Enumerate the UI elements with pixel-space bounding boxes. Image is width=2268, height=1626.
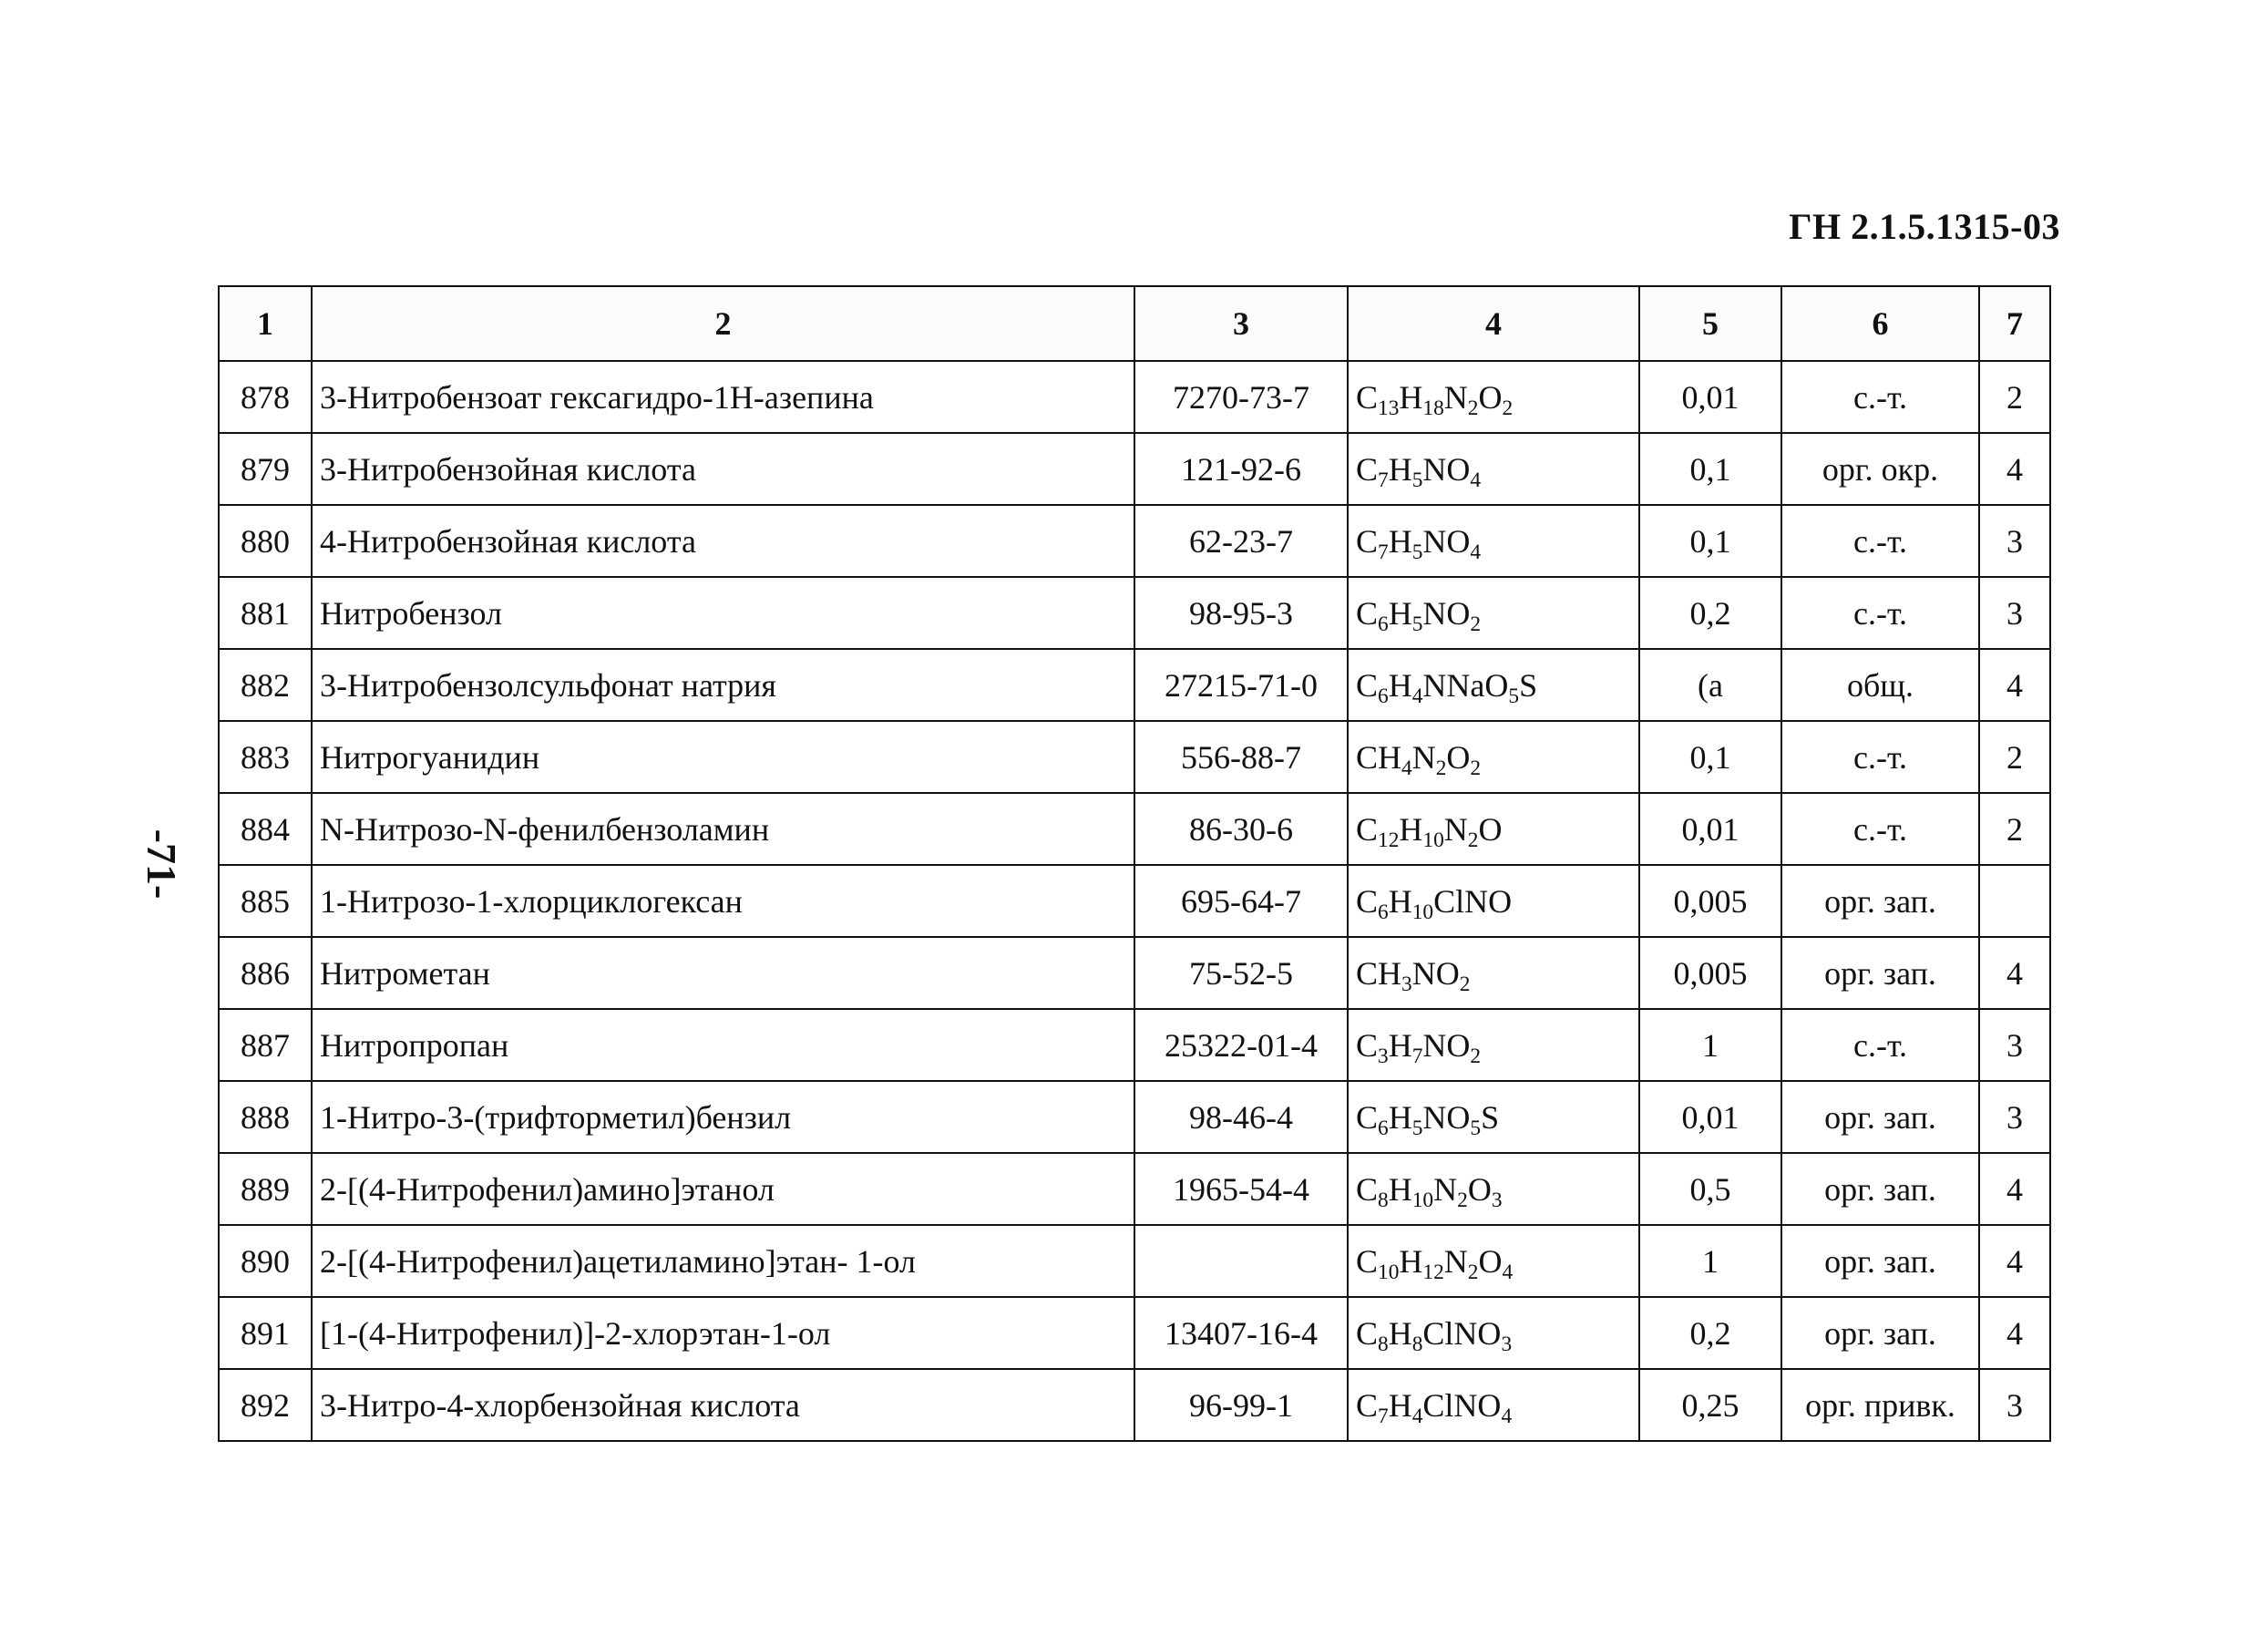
- substance-name-cell: 4-Нитробензойная кислота: [312, 505, 1134, 577]
- hazard-class-cell: 4: [1979, 1225, 2050, 1297]
- row-number-cell: 892: [219, 1369, 312, 1441]
- hazard-indicator-cell: орг. зап.: [1781, 1153, 1979, 1225]
- hazard-class-cell: 2: [1979, 361, 2050, 433]
- cas-number-cell: [1134, 1225, 1348, 1297]
- mac-value-cell: 0,2: [1639, 577, 1781, 649]
- substance-name-cell: Нитрометан: [312, 937, 1134, 1009]
- row-number-cell: 878: [219, 361, 312, 433]
- table-body: [219, 361, 2050, 1441]
- hazard-class-cell: 3: [1979, 1081, 2050, 1153]
- formula-cell: $C_{13}H_{18}N_2O_2$: [1348, 361, 1639, 433]
- table-row: [219, 1225, 2050, 1297]
- row-number-cell: 886: [219, 937, 312, 1009]
- cas-number-cell: 75-52-5: [1134, 937, 1348, 1009]
- table-row: [219, 1297, 2050, 1369]
- mac-value-cell: 0,01: [1639, 793, 1781, 865]
- hazard-class-cell: 2: [1979, 721, 2050, 793]
- formula-cell: $C_6H_5NO_5S$: [1348, 1081, 1639, 1153]
- cas-number-cell: 96-99-1: [1134, 1369, 1348, 1441]
- table-row: [219, 865, 2050, 937]
- hazard-class-cell: 2: [1979, 793, 2050, 865]
- table-row: [219, 937, 2050, 1009]
- hazard-class-cell: 4: [1979, 1153, 2050, 1225]
- table-row: [219, 1153, 2050, 1225]
- substance-name-cell: N-Нитрозо-N-фенилбензоламин: [312, 793, 1134, 865]
- formula-cell: $C_7H_4ClNO_4$: [1348, 1369, 1639, 1441]
- table-row: [219, 505, 2050, 577]
- hazard-class-cell: [1979, 865, 2050, 937]
- formula-cell: $CH_3NO_2$: [1348, 937, 1639, 1009]
- document-code: ГН 2.1.5.1315-03: [1789, 206, 2060, 247]
- row-number-cell: 889: [219, 1153, 312, 1225]
- cas-number-cell: 13407-16-4: [1134, 1297, 1348, 1369]
- col-header-5: 5: [1639, 286, 1781, 361]
- hazard-class-cell: 3: [1979, 1369, 2050, 1441]
- table-row: [219, 361, 2050, 433]
- substance-name-cell: Нитропропан: [312, 1009, 1134, 1081]
- col-header-7: 7: [1979, 286, 2050, 361]
- hazard-indicator-cell: орг. окр.: [1781, 433, 1979, 505]
- cas-number-cell: 7270-73-7: [1134, 361, 1348, 433]
- substance-name-cell: Нитробензол: [312, 577, 1134, 649]
- substance-name-cell: 3-Нитробензолсульфонат натрия: [312, 649, 1134, 721]
- table-row: [219, 649, 2050, 721]
- substance-name-cell: 2-[(4-Нитрофенил)амино]этанол: [312, 1153, 1134, 1225]
- row-number-cell: 890: [219, 1225, 312, 1297]
- formula-cell: $C_{12}H_{10}N_2O$: [1348, 793, 1639, 865]
- cas-number-cell: 86-30-6: [1134, 793, 1348, 865]
- table-row: [219, 721, 2050, 793]
- table-row: [219, 1081, 2050, 1153]
- hazard-indicator-cell: орг. зап.: [1781, 1297, 1979, 1369]
- formula-cell: $C_7H_5NO_4$: [1348, 505, 1639, 577]
- hazard-indicator-cell: с.-т.: [1781, 793, 1979, 865]
- cas-number-cell: 27215-71-0: [1134, 649, 1348, 721]
- substance-name-cell: [1-(4-Нитрофенил)]-2-хлорэтан-1-ол: [312, 1297, 1134, 1369]
- mac-value-cell: (а: [1639, 649, 1781, 721]
- cas-number-cell: 695-64-7: [1134, 865, 1348, 937]
- row-number-cell: 879: [219, 433, 312, 505]
- substance-name-cell: 3-Нитро-4-хлорбензойная кислота: [312, 1369, 1134, 1441]
- mac-value-cell: 1: [1639, 1225, 1781, 1297]
- hazard-class-cell: 4: [1979, 937, 2050, 1009]
- row-number-cell: 887: [219, 1009, 312, 1081]
- row-number-cell: 891: [219, 1297, 312, 1369]
- substance-name-cell: 2-[(4-Нитрофенил)ацетиламино]этан- 1-ол: [312, 1225, 1134, 1297]
- hazard-indicator-cell: с.-т.: [1781, 721, 1979, 793]
- hazard-indicator-cell: с.-т.: [1781, 361, 1979, 433]
- hazard-indicator-cell: с.-т.: [1781, 1009, 1979, 1081]
- col-header-3: 3: [1134, 286, 1348, 361]
- formula-cell: $C_3H_7NO_2$: [1348, 1009, 1639, 1081]
- mac-value-cell: 0,01: [1639, 1081, 1781, 1153]
- formula-cell: $C_8H_8ClNO_3$: [1348, 1297, 1639, 1369]
- table-row: [219, 1009, 2050, 1081]
- mac-value-cell: 0,5: [1639, 1153, 1781, 1225]
- hazard-indicator-cell: общ.: [1781, 649, 1979, 721]
- hazard-indicator-cell: орг. зап.: [1781, 1081, 1979, 1153]
- mac-value-cell: 0,1: [1639, 505, 1781, 577]
- hazard-class-cell: 3: [1979, 1009, 2050, 1081]
- cas-number-cell: 98-95-3: [1134, 577, 1348, 649]
- hazard-indicator-cell: орг. зап.: [1781, 937, 1979, 1009]
- col-header-4: 4: [1348, 286, 1639, 361]
- hazard-class-cell: 4: [1979, 649, 2050, 721]
- row-number-cell: 885: [219, 865, 312, 937]
- substance-name-cell: Нитрогуанидин: [312, 721, 1134, 793]
- table-row: [219, 577, 2050, 649]
- substance-name-cell: 1-Нитро-3-(трифторметил)бензил: [312, 1081, 1134, 1153]
- substance-name-cell: 3-Нитробензоат гексагидро-1Н-азепина: [312, 361, 1134, 433]
- substances-table: [218, 285, 2051, 1442]
- col-header-1: 1: [219, 286, 312, 361]
- row-number-cell: 882: [219, 649, 312, 721]
- table-row: [219, 793, 2050, 865]
- mac-value-cell: 0,005: [1639, 937, 1781, 1009]
- hazard-indicator-cell: с.-т.: [1781, 577, 1979, 649]
- row-number-cell: 884: [219, 793, 312, 865]
- hazard-indicator-cell: орг. зап.: [1781, 1225, 1979, 1297]
- mac-value-cell: 0,1: [1639, 721, 1781, 793]
- substance-name-cell: 3-Нитробензойная кислота: [312, 433, 1134, 505]
- col-header-2: 2: [312, 286, 1134, 361]
- mac-value-cell: 1: [1639, 1009, 1781, 1081]
- mac-value-cell: 0,01: [1639, 361, 1781, 433]
- mac-value-cell: 0,2: [1639, 1297, 1781, 1369]
- substance-name-cell: 1-Нитрозо-1-хлорциклогексан: [312, 865, 1134, 937]
- formula-cell: $CH_4N_2O_2$: [1348, 721, 1639, 793]
- mac-value-cell: 0,1: [1639, 433, 1781, 505]
- table-row: [219, 433, 2050, 505]
- row-number-cell: 883: [219, 721, 312, 793]
- cas-number-cell: 98-46-4: [1134, 1081, 1348, 1153]
- page-number: -71-: [139, 828, 185, 900]
- mac-value-cell: 0,25: [1639, 1369, 1781, 1441]
- cas-number-cell: 25322-01-4: [1134, 1009, 1348, 1081]
- row-number-cell: 888: [219, 1081, 312, 1153]
- cas-number-cell: 62-23-7: [1134, 505, 1348, 577]
- table-row: [219, 1369, 2050, 1441]
- hazard-class-cell: 3: [1979, 577, 2050, 649]
- header-row: [219, 286, 2050, 361]
- cas-number-cell: 121-92-6: [1134, 433, 1348, 505]
- col-header-6: 6: [1781, 286, 1979, 361]
- hazard-indicator-cell: орг. привк.: [1781, 1369, 1979, 1441]
- hazard-class-cell: 3: [1979, 505, 2050, 577]
- cas-number-cell: 556-88-7: [1134, 721, 1348, 793]
- formula-cell: $C_8H_{10}N_2O_3$: [1348, 1153, 1639, 1225]
- row-number-cell: 880: [219, 505, 312, 577]
- formula-cell: $C_6H_{10}ClNO$: [1348, 865, 1639, 937]
- formula-cell: $C_7H_5NO_4$: [1348, 433, 1639, 505]
- row-number-cell: 881: [219, 577, 312, 649]
- hazard-class-cell: 4: [1979, 1297, 2050, 1369]
- formula-cell: $C_6H_5NO_2$: [1348, 577, 1639, 649]
- hazard-indicator-cell: с.-т.: [1781, 505, 1979, 577]
- formula-cell: $C_{10}H_{12}N_2O_4$: [1348, 1225, 1639, 1297]
- formula-cell: $C_6H_4NNaO_5S$: [1348, 649, 1639, 721]
- cas-number-cell: 1965-54-4: [1134, 1153, 1348, 1225]
- hazard-class-cell: 4: [1979, 433, 2050, 505]
- mac-value-cell: 0,005: [1639, 865, 1781, 937]
- hazard-indicator-cell: орг. зап.: [1781, 865, 1979, 937]
